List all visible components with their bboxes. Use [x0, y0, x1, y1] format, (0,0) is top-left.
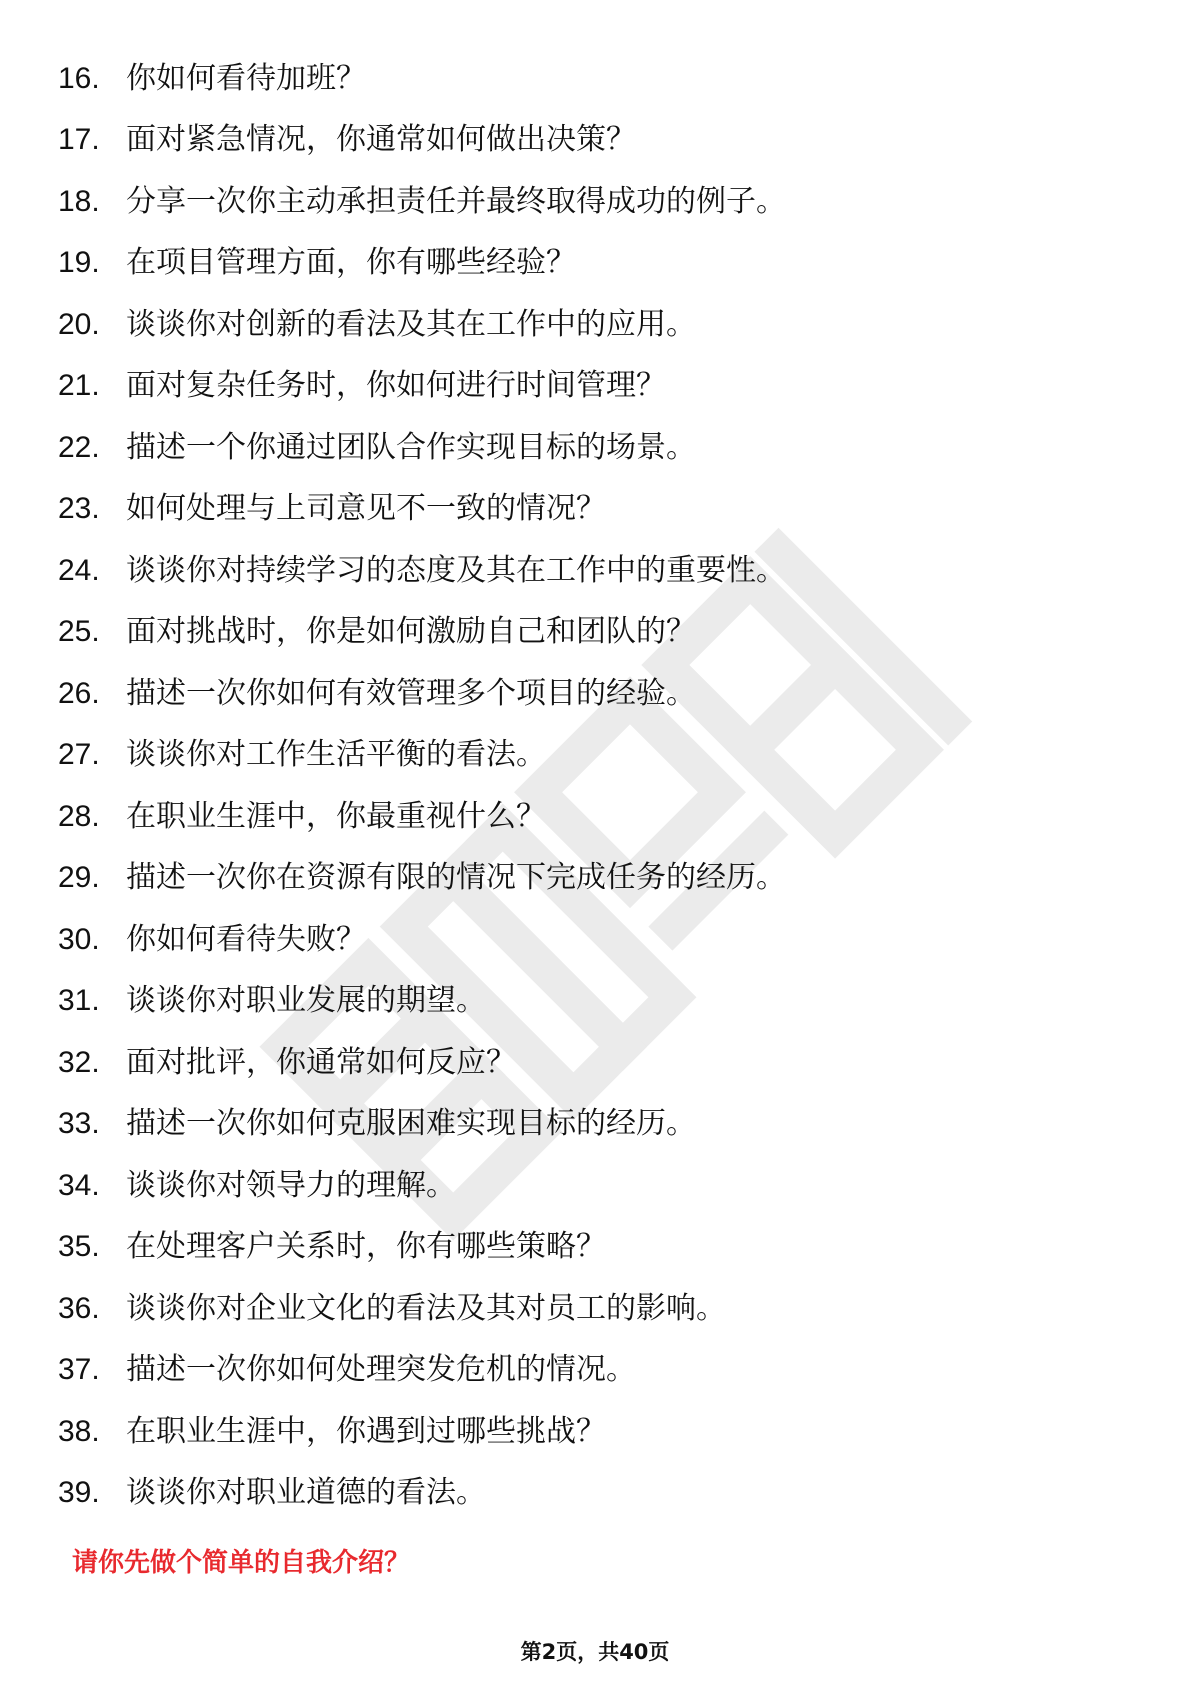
list-item	[58, 171, 786, 233]
question-text: 谈谈你对持续学习的态度及其在工作中的重要性。	[126, 552, 786, 588]
list-item	[58, 1401, 786, 1463]
question-text: 在处理客户关系时，你有哪些策略？	[126, 1229, 606, 1265]
list-item	[58, 110, 786, 172]
list-item	[58, 356, 786, 418]
question-number: 32.	[58, 1045, 100, 1079]
list-item	[58, 540, 786, 602]
question-text: 你如何看待加班？	[126, 60, 366, 96]
question-text: 如何处理与上司意见不一致的情况？	[126, 491, 606, 527]
list-item	[58, 294, 786, 356]
question-text: 描述一次你如何克服困难实现目标的经历。	[126, 1106, 696, 1142]
question-number: 30.	[58, 922, 100, 956]
question-text: 描述一次你在资源有限的情况下完成任务的经历。	[126, 860, 786, 896]
question-text: 谈谈你对企业文化的看法及其对员工的影响。	[126, 1290, 726, 1326]
question-number: 22.	[58, 430, 100, 464]
question-text: 面对紧急情况，你通常如何做出决策？	[126, 122, 636, 158]
question-text: 在职业生涯中，你最重视什么？	[126, 798, 546, 834]
question-number: 21.	[58, 369, 100, 403]
question-text: 描述一次你如何处理突发危机的情况。	[126, 1352, 636, 1388]
question-text: 分享一次你主动承担责任并最终取得成功的例子。	[126, 183, 786, 219]
question-number: 16.	[58, 61, 100, 95]
list-item	[58, 479, 786, 541]
question-number: 39.	[58, 1476, 100, 1510]
list-item	[58, 1217, 786, 1279]
list-item	[58, 1094, 786, 1156]
question-text: 描述一个你通过团队合作实现目标的场景。	[126, 429, 696, 465]
question-number: 23.	[58, 492, 100, 526]
list-item	[58, 1032, 786, 1094]
list-item	[58, 725, 786, 787]
list-item	[58, 848, 786, 910]
question-number: 25.	[58, 615, 100, 649]
question-number: 18.	[58, 184, 100, 218]
question-number: 31.	[58, 984, 100, 1018]
question-number: 33.	[58, 1107, 100, 1141]
list-item	[58, 417, 786, 479]
question-text: 谈谈你对职业道德的看法。	[126, 1475, 486, 1511]
list-item	[58, 1155, 786, 1217]
question-text: 描述一次你如何有效管理多个项目的经验。	[126, 675, 696, 711]
list-item	[58, 663, 786, 725]
list-item	[58, 602, 786, 664]
page-number-footer: 第2页，共40页	[520, 1640, 670, 1664]
question-number: 28.	[58, 799, 100, 833]
list-item	[58, 48, 786, 110]
question-number: 24.	[58, 553, 100, 587]
list-item	[58, 1278, 786, 1340]
question-text: 谈谈你对创新的看法及其在工作中的应用。	[126, 306, 696, 342]
highlight-question: 请你先做个简单的自我介绍？	[72, 1548, 411, 1578]
question-number: 17.	[58, 123, 100, 157]
question-list	[58, 48, 786, 1524]
list-item	[58, 1340, 786, 1402]
question-text: 谈谈你对工作生活平衡的看法。	[126, 737, 546, 773]
question-text: 面对批评，你通常如何反应？	[126, 1044, 516, 1080]
question-number: 37.	[58, 1353, 100, 1387]
question-number: 26.	[58, 676, 100, 710]
question-number: 19.	[58, 246, 100, 280]
list-item	[58, 786, 786, 848]
question-text: 谈谈你对领导力的理解。	[126, 1167, 456, 1203]
question-text: 面对复杂任务时，你如何进行时间管理？	[126, 368, 666, 404]
question-number: 38.	[58, 1414, 100, 1448]
question-number: 29.	[58, 861, 100, 895]
question-text: 你如何看待失败？	[126, 921, 366, 957]
question-number: 35.	[58, 1230, 100, 1264]
question-text: 面对挑战时，你是如何激励自己和团队的？	[126, 614, 696, 650]
question-number: 20.	[58, 307, 100, 341]
question-text: 在项目管理方面，你有哪些经验？	[126, 245, 576, 281]
question-text: 谈谈你对职业发展的期望。	[126, 983, 486, 1019]
list-item	[58, 233, 786, 295]
question-number: 34.	[58, 1168, 100, 1202]
question-number: 27.	[58, 738, 100, 772]
question-number: 36.	[58, 1291, 100, 1325]
question-text: 在职业生涯中，你遇到过哪些挑战？	[126, 1413, 606, 1449]
list-item	[58, 971, 786, 1033]
list-item	[58, 909, 786, 971]
list-item	[58, 1463, 786, 1525]
